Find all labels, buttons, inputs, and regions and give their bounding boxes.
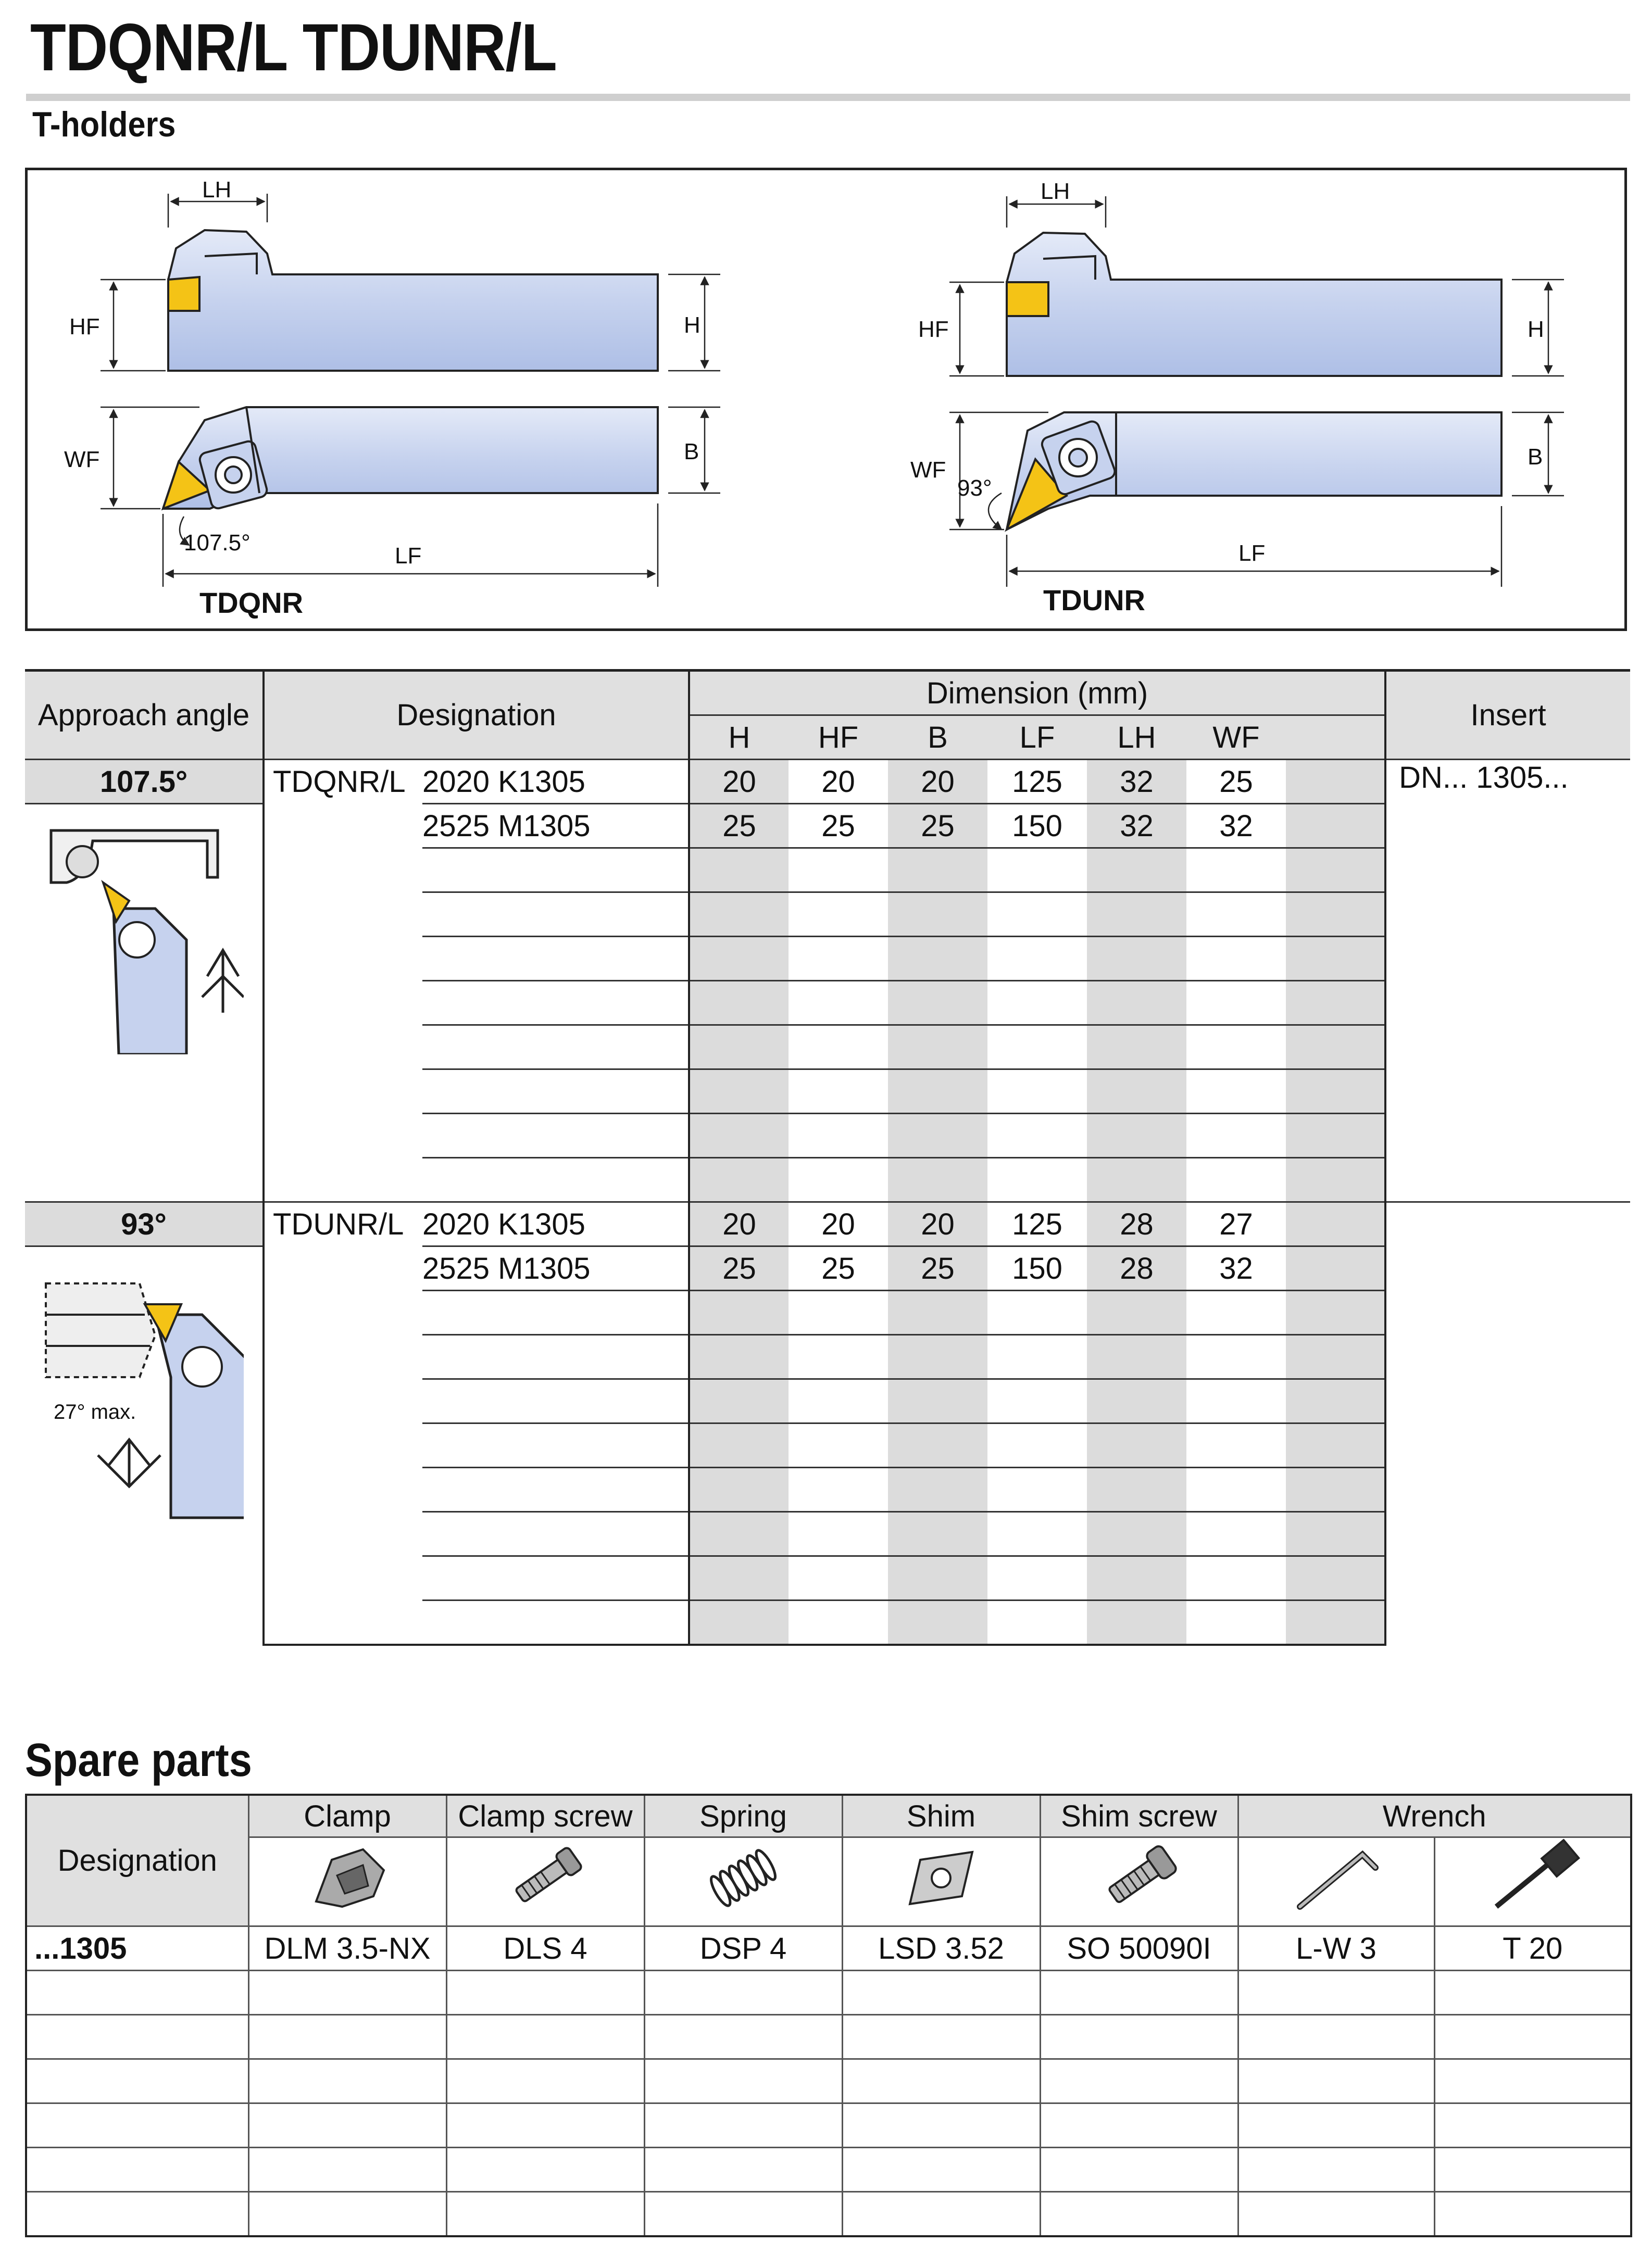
spare-parts-table xyxy=(25,1794,1630,2237)
dim-cell xyxy=(1087,1423,1186,1468)
dim-cell xyxy=(987,1069,1087,1114)
title-rule xyxy=(26,94,1630,101)
dim-cell xyxy=(1186,1379,1286,1423)
dim-cell xyxy=(888,848,987,892)
dim-cell xyxy=(987,981,1087,1025)
spare-designation xyxy=(26,2192,248,2237)
spare-part-cell xyxy=(248,2103,446,2148)
spare-header-clamp-screw: Clamp screw xyxy=(446,1795,644,1837)
dim-cell xyxy=(1286,1158,1385,1202)
dim-cell xyxy=(1286,1601,1385,1645)
dim-cell xyxy=(689,1158,789,1202)
spare-part-cell xyxy=(842,2103,1040,2148)
spare-part-cell xyxy=(1434,1971,1631,2015)
dim-cell xyxy=(1286,1556,1385,1601)
spare-parts-title: Spare parts xyxy=(25,1734,252,1786)
dim-cell xyxy=(888,1025,987,1069)
designation-code: 2525 M1305 xyxy=(422,804,689,848)
dim-cell xyxy=(987,1423,1087,1468)
dim-cell xyxy=(1286,892,1385,937)
h-label-left: H xyxy=(684,312,700,338)
designation-code xyxy=(422,1423,689,1468)
dim-cell xyxy=(1186,981,1286,1025)
spare-part-cell: DSP 4 xyxy=(644,1926,842,1971)
approach-angle-0: 107.5° xyxy=(25,760,264,804)
dim-cell: 25 xyxy=(1186,760,1286,804)
dim-cell: 25 xyxy=(789,1246,888,1291)
dim-cell: 150 xyxy=(987,804,1087,848)
dim-cell xyxy=(888,1158,987,1202)
tdqnr-label: TDQNR xyxy=(199,586,304,619)
dim-cell xyxy=(888,892,987,937)
dim-cell xyxy=(1286,848,1385,892)
dim-cell xyxy=(987,1601,1087,1645)
header-dim-lf: LF xyxy=(987,715,1087,760)
hf-label-right: HF xyxy=(918,317,949,342)
dim-cell xyxy=(1186,1291,1286,1335)
dim-cell xyxy=(1186,848,1286,892)
spare-header-shim: Shim xyxy=(842,1795,1040,1837)
spare-part-cell xyxy=(248,2059,446,2103)
approach-icon-1 xyxy=(25,1246,264,1645)
designation-code xyxy=(422,1512,689,1556)
dim-cell xyxy=(1186,1335,1286,1379)
dim-cell xyxy=(1286,1335,1385,1379)
spare-part-cell xyxy=(248,2148,446,2192)
dim-cell xyxy=(1087,1025,1186,1069)
designation-code xyxy=(422,1556,689,1601)
dim-cell xyxy=(789,1601,888,1645)
dim-cell xyxy=(987,1335,1087,1379)
dim-cell xyxy=(1286,1468,1385,1512)
spare-part-cell xyxy=(1040,2059,1238,2103)
dim-cell xyxy=(1286,937,1385,981)
dim-cell: 20 xyxy=(689,1202,789,1246)
angle-label-right: 93° xyxy=(957,475,992,501)
approach-93-icon xyxy=(25,1247,244,1539)
dim-cell xyxy=(987,1556,1087,1601)
dim-cell xyxy=(1286,1379,1385,1423)
dim-cell: 25 xyxy=(689,804,789,848)
lh-label-left: LH xyxy=(202,177,232,203)
designation-code xyxy=(422,937,689,981)
spare-part-cell xyxy=(842,1971,1040,2015)
spare-part-cell xyxy=(842,2192,1040,2237)
designation-code: 2020 K1305 xyxy=(422,760,689,804)
dim-cell xyxy=(1087,1601,1186,1645)
dim-cell xyxy=(1286,1246,1385,1291)
dimension-table-grid xyxy=(25,669,1630,1646)
dim-cell xyxy=(789,937,888,981)
dim-cell xyxy=(888,937,987,981)
dim-cell xyxy=(1087,1158,1186,1202)
dim-cell xyxy=(1186,1158,1286,1202)
shim-screw-icon xyxy=(1040,1837,1238,1926)
tdunr-drawing xyxy=(910,179,1564,616)
spare-part-cell xyxy=(446,2103,644,2148)
spare-part-cell xyxy=(1434,2192,1631,2237)
dim-cell: 25 xyxy=(789,804,888,848)
dim-cell xyxy=(888,1291,987,1335)
dim-cell xyxy=(987,848,1087,892)
dim-cell xyxy=(1087,848,1186,892)
spare-row xyxy=(26,2192,1631,2237)
header-dim-lh: LH xyxy=(1087,715,1186,760)
dim-cell xyxy=(689,937,789,981)
dim-cell xyxy=(1087,937,1186,981)
designation-code xyxy=(422,892,689,937)
dim-cell xyxy=(689,1512,789,1556)
spare-designation: ...1305 xyxy=(26,1926,248,1971)
spare-part-cell xyxy=(1238,2192,1434,2237)
dim-cell xyxy=(888,1468,987,1512)
spare-part-cell xyxy=(1238,1971,1434,2015)
spare-row xyxy=(26,2148,1631,2192)
spare-part-cell xyxy=(248,2192,446,2237)
family-1: TDUNR/L xyxy=(273,1207,404,1242)
page-title: TDQNR/L TDUNR/L xyxy=(30,10,557,85)
dim-cell xyxy=(987,1468,1087,1512)
dim-cell xyxy=(888,1512,987,1556)
dim-cell xyxy=(1286,804,1385,848)
spare-part-cell xyxy=(248,1971,446,2015)
dim-cell: 25 xyxy=(888,804,987,848)
dim-cell xyxy=(888,1379,987,1423)
dim-cell: 20 xyxy=(888,760,987,804)
spare-header-spring: Spring xyxy=(644,1795,842,1837)
dim-cell xyxy=(1087,1468,1186,1512)
group-93 xyxy=(25,1202,1630,1645)
dim-cell xyxy=(789,1114,888,1158)
spare-part-cell: DLM 3.5-NX xyxy=(248,1926,446,1971)
header-insert: Insert xyxy=(1385,671,1630,760)
approach-angle-1: 93° xyxy=(25,1202,264,1246)
dim-cell xyxy=(1286,760,1385,804)
dim-cell xyxy=(1087,1069,1186,1114)
designation-code xyxy=(422,1069,689,1114)
dim-cell xyxy=(888,1069,987,1114)
dim-cell: 150 xyxy=(987,1246,1087,1291)
dim-cell xyxy=(888,1423,987,1468)
dim-cell: 32 xyxy=(1186,804,1286,848)
designation-code xyxy=(422,848,689,892)
l-wrench-icon xyxy=(1238,1837,1434,1926)
spare-part-cell xyxy=(1434,2059,1631,2103)
dim-cell xyxy=(1186,1556,1286,1601)
dim-cell: 32 xyxy=(1087,760,1186,804)
dim-cell xyxy=(1286,1291,1385,1335)
spare-part-cell xyxy=(1040,2148,1238,2192)
spare-part-cell: DLS 4 xyxy=(446,1926,644,1971)
spare-part-cell xyxy=(644,1971,842,2015)
dim-cell xyxy=(1286,1202,1385,1246)
spare-part-cell xyxy=(842,2015,1040,2059)
designation-code: 2525 M1305 xyxy=(422,1246,689,1291)
spare-part-cell xyxy=(1434,2015,1631,2059)
dim-cell xyxy=(789,1556,888,1601)
header-dimension: Dimension (mm) xyxy=(689,671,1385,715)
group-107 xyxy=(25,760,1630,1202)
b-label-right: B xyxy=(1528,444,1543,470)
dim-cell xyxy=(789,1512,888,1556)
dim-cell: 25 xyxy=(689,1246,789,1291)
designation-code xyxy=(422,1025,689,1069)
spring-icon xyxy=(644,1837,842,1926)
dim-cell xyxy=(1186,892,1286,937)
dim-cell xyxy=(888,1114,987,1158)
dim-cell xyxy=(987,1114,1087,1158)
dim-cell xyxy=(1286,1069,1385,1114)
dim-cell xyxy=(689,848,789,892)
dim-cell xyxy=(1087,1379,1186,1423)
spare-designation xyxy=(26,2059,248,2103)
family-0: TDQNR/L xyxy=(273,765,406,799)
spare-part-cell xyxy=(446,2148,644,2192)
dim-cell xyxy=(1087,892,1186,937)
clamp-icon xyxy=(248,1837,446,1926)
dim-cell xyxy=(1186,1512,1286,1556)
header-dim-wf: WF xyxy=(1186,715,1286,760)
lf-label-left: LF xyxy=(395,543,422,569)
spare-row xyxy=(26,2059,1631,2103)
dim-cell xyxy=(888,1556,987,1601)
dim-cell: 20 xyxy=(689,760,789,804)
dim-cell xyxy=(1087,981,1186,1025)
dim-cell xyxy=(1186,1468,1286,1512)
wf-label-left: WF xyxy=(64,447,100,472)
dim-cell xyxy=(987,937,1087,981)
max-angle-label: 27° max. xyxy=(54,1401,136,1423)
wf-label-right: WF xyxy=(910,457,946,483)
spare-row xyxy=(26,2015,1631,2059)
dim-cell xyxy=(789,1025,888,1069)
designation-code xyxy=(422,1379,689,1423)
designation-code: 2020 K1305 xyxy=(422,1202,689,1246)
dim-cell xyxy=(1286,1423,1385,1468)
designation-code xyxy=(422,1468,689,1512)
spare-part-cell xyxy=(446,2015,644,2059)
clamp-screw-icon xyxy=(446,1837,644,1926)
spare-part-cell xyxy=(1238,2103,1434,2148)
dim-cell xyxy=(987,1158,1087,1202)
dim-cell: 28 xyxy=(1087,1202,1186,1246)
dim-cell xyxy=(689,1601,789,1645)
dim-cell xyxy=(689,1335,789,1379)
spare-part-cell xyxy=(1040,1971,1238,2015)
spare-designation xyxy=(26,2103,248,2148)
dim-cell xyxy=(1186,1069,1286,1114)
dimension-table xyxy=(25,669,1630,1646)
designation-code xyxy=(422,981,689,1025)
dim-cell xyxy=(689,1291,789,1335)
dim-cell xyxy=(987,1512,1087,1556)
spare-part-cell xyxy=(1238,2148,1434,2192)
spare-header-shim-screw: Shim screw xyxy=(1040,1795,1238,1837)
dim-cell xyxy=(1087,1291,1186,1335)
dim-cell xyxy=(1186,1601,1286,1645)
spare-header-designation: Designation xyxy=(26,1795,248,1926)
t-wrench-icon xyxy=(1434,1837,1631,1926)
dim-cell: 20 xyxy=(789,760,888,804)
dim-cell: 20 xyxy=(888,1202,987,1246)
header-dim-b: B xyxy=(888,715,987,760)
shim-icon xyxy=(842,1837,1040,1926)
dim-cell xyxy=(1087,1512,1186,1556)
dim-cell xyxy=(888,981,987,1025)
spare-part-cell xyxy=(644,2192,842,2237)
spare-part-cell xyxy=(1040,2015,1238,2059)
dim-cell: 27 xyxy=(1186,1202,1286,1246)
header-approach-angle: Approach angle xyxy=(25,671,264,760)
spare-part-cell: SO 50090I xyxy=(1040,1926,1238,1971)
lh-label-right: LH xyxy=(1041,179,1070,204)
spare-part-cell xyxy=(842,2148,1040,2192)
lf-label-right: LF xyxy=(1238,540,1266,566)
spare-part-cell: T 20 xyxy=(1434,1926,1631,1971)
spare-part-cell xyxy=(842,2059,1040,2103)
spare-part-cell xyxy=(1238,2059,1434,2103)
header-dim-hf: HF xyxy=(789,715,888,760)
spare-part-cell xyxy=(1238,2015,1434,2059)
dim-cell xyxy=(1286,981,1385,1025)
tool-dimension-drawing xyxy=(28,170,1624,628)
designation-code xyxy=(422,1114,689,1158)
tool-diagram-box xyxy=(25,168,1627,631)
designation-code xyxy=(422,1291,689,1335)
dim-cell xyxy=(1186,937,1286,981)
dim-cell: 32 xyxy=(1087,804,1186,848)
dim-cell xyxy=(789,1423,888,1468)
spare-designation xyxy=(26,1971,248,2015)
tdqnr-drawing xyxy=(64,177,720,619)
dim-cell: 28 xyxy=(1087,1246,1186,1291)
spare-row xyxy=(26,1926,1631,1971)
spare-part-cell xyxy=(1434,2148,1631,2192)
page-subtitle: T-holders xyxy=(32,105,176,144)
approach-icon-0 xyxy=(25,804,264,1202)
dim-cell xyxy=(789,1468,888,1512)
spare-part-cell: L-W 3 xyxy=(1238,1926,1434,1971)
dim-cell xyxy=(689,892,789,937)
header-dim-h: H xyxy=(689,715,789,760)
spare-row xyxy=(26,2103,1631,2148)
dim-cell xyxy=(1286,1025,1385,1069)
dim-cell: 125 xyxy=(987,760,1087,804)
spare-part-cell xyxy=(446,2059,644,2103)
approach-107-icon xyxy=(25,804,244,1054)
h-label-right: H xyxy=(1528,317,1544,342)
dim-cell xyxy=(987,1025,1087,1069)
dim-cell xyxy=(1286,1512,1385,1556)
spare-part-cell xyxy=(1040,2192,1238,2237)
dim-cell xyxy=(689,1423,789,1468)
spare-designation xyxy=(26,2015,248,2059)
angle-label-left: 107.5° xyxy=(184,530,251,556)
dim-cell xyxy=(888,1335,987,1379)
designation-code xyxy=(422,1601,689,1645)
dim-cell: 125 xyxy=(987,1202,1087,1246)
dim-cell xyxy=(888,1601,987,1645)
dim-cell xyxy=(689,1379,789,1423)
dim-cell xyxy=(1186,1025,1286,1069)
spare-part-cell xyxy=(248,2015,446,2059)
spare-header-clamp: Clamp xyxy=(248,1795,446,1837)
spare-header-wrench: Wrench xyxy=(1238,1795,1631,1837)
dim-cell xyxy=(987,892,1087,937)
spare-part-cell xyxy=(1040,2103,1238,2148)
dim-cell xyxy=(789,1291,888,1335)
dim-cell xyxy=(1087,1335,1186,1379)
spare-part-cell xyxy=(644,2148,842,2192)
dim-cell xyxy=(689,1069,789,1114)
dim-cell xyxy=(1186,1423,1286,1468)
dim-cell: 25 xyxy=(888,1246,987,1291)
designation-code xyxy=(422,1158,689,1202)
dim-cell xyxy=(789,1158,888,1202)
header-designation: Designation xyxy=(264,671,689,760)
spare-part-cell xyxy=(1434,2103,1631,2148)
dim-cell: 32 xyxy=(1186,1246,1286,1291)
spare-part-cell xyxy=(644,2103,842,2148)
dim-cell xyxy=(689,1556,789,1601)
spare-part-cell xyxy=(446,2192,644,2237)
dim-cell xyxy=(689,981,789,1025)
spare-designation xyxy=(26,2148,248,2192)
dim-cell xyxy=(689,1468,789,1512)
dim-cell xyxy=(987,1379,1087,1423)
dim-cell xyxy=(1087,1556,1186,1601)
dim-cell xyxy=(789,1069,888,1114)
dim-cell xyxy=(1286,1114,1385,1158)
dim-cell xyxy=(1186,1114,1286,1158)
dim-cell xyxy=(1087,1114,1186,1158)
dim-cell: 20 xyxy=(789,1202,888,1246)
dim-cell xyxy=(789,1379,888,1423)
spare-part-cell xyxy=(644,2059,842,2103)
dim-cell xyxy=(789,1335,888,1379)
spare-part-cell xyxy=(446,1971,644,2015)
spare-part-cell: LSD 3.52 xyxy=(842,1926,1040,1971)
dim-cell xyxy=(689,1114,789,1158)
spare-part-cell xyxy=(644,2015,842,2059)
dim-cell xyxy=(789,848,888,892)
spare-row xyxy=(26,1971,1631,2015)
dim-cell xyxy=(789,892,888,937)
dim-cell xyxy=(689,1025,789,1069)
designation-code xyxy=(422,1335,689,1379)
dim-cell xyxy=(987,1291,1087,1335)
b-label-left: B xyxy=(684,439,699,464)
dim-cell xyxy=(789,981,888,1025)
insert-cell: DN... 1305... xyxy=(1399,761,1569,795)
hf-label-left: HF xyxy=(69,314,100,339)
tdunr-label: TDUNR xyxy=(1043,584,1145,616)
